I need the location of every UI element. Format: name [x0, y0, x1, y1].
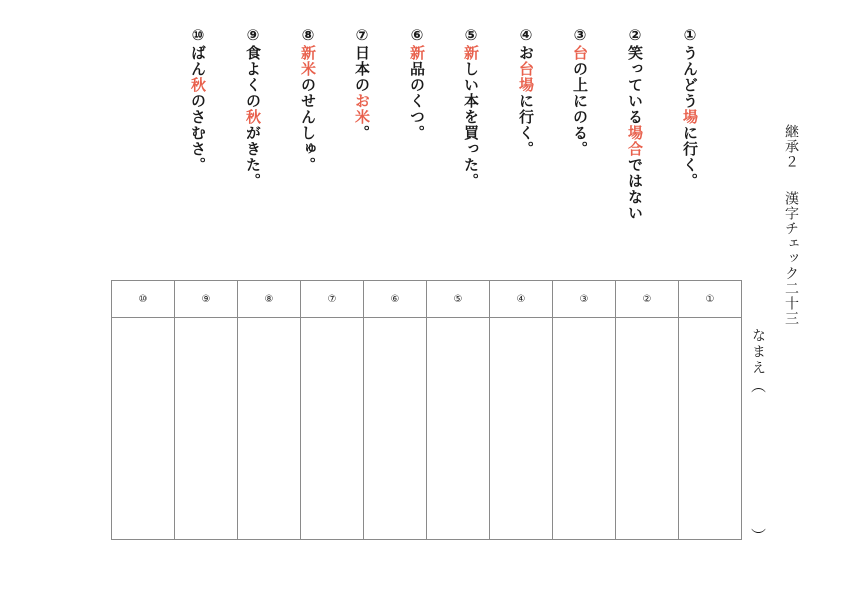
- question-3: ③台の上にのる。: [571, 26, 589, 157]
- answer-box-10[interactable]: [112, 318, 175, 540]
- target-kanji: 場: [681, 109, 699, 125]
- answer-header-9: ⑨: [175, 281, 238, 318]
- question-number: ⑥: [408, 26, 426, 45]
- answer-header-6: ⑥: [364, 281, 427, 318]
- question-number: ①: [681, 26, 699, 45]
- answer-box-row: [112, 318, 742, 540]
- answer-box-3[interactable]: [553, 318, 616, 540]
- question-7: ⑦日本のお米。: [353, 26, 371, 141]
- target-kanji: 秋: [189, 77, 207, 93]
- question-number: ④: [517, 26, 535, 45]
- answer-box-8[interactable]: [238, 318, 301, 540]
- answer-header-10: ⑩: [112, 281, 175, 318]
- answer-box-5[interactable]: [427, 318, 490, 540]
- answer-box-4[interactable]: [490, 318, 553, 540]
- question-10: ⑩ばん秋のさむさ。: [189, 26, 207, 173]
- question-9: ⑨食よくの秋がきた。: [244, 26, 262, 189]
- answer-box-9[interactable]: [175, 318, 238, 540]
- question-1: ①うんどう場に行く。: [681, 26, 699, 189]
- answer-box-1[interactable]: [679, 318, 742, 540]
- target-kanji: 場合: [626, 125, 644, 157]
- question-5: ⑤新しい本を買った。: [462, 26, 480, 189]
- answer-header-2: ②: [616, 281, 679, 318]
- question-6: ⑥新品のくつ。: [408, 26, 426, 141]
- name-label: なまえ: [750, 328, 766, 376]
- target-kanji: 台場: [517, 61, 535, 93]
- target-kanji: 新米: [299, 45, 317, 77]
- question-number: ⑤: [462, 26, 480, 45]
- answer-header-3: ③: [553, 281, 616, 318]
- answer-box-6[interactable]: [364, 318, 427, 540]
- title-text: 漢字チェック二十三: [783, 191, 799, 326]
- target-kanji: 新: [408, 45, 426, 61]
- answer-header-5: ⑤: [427, 281, 490, 318]
- question-number: ⑧: [299, 26, 317, 45]
- question-number: ③: [571, 26, 589, 45]
- target-kanji: 秋: [244, 109, 262, 125]
- answer-box-2[interactable]: [616, 318, 679, 540]
- answer-header-1: ①: [679, 281, 742, 318]
- question-8: ⑧新米のせんしゅ。: [299, 26, 317, 173]
- question-number: ⑨: [244, 26, 262, 45]
- question-2: ②笑っている場合ではない: [626, 26, 644, 221]
- target-kanji: 台: [571, 45, 589, 61]
- question-number: ⑦: [353, 26, 371, 45]
- answer-header-4: ④: [490, 281, 553, 318]
- answer-header-7: ⑦: [301, 281, 364, 318]
- answer-box-7[interactable]: [301, 318, 364, 540]
- question-4: ④お台場に行く。: [517, 26, 535, 157]
- target-kanji: 新: [462, 45, 480, 61]
- target-kanji: お米: [353, 93, 371, 125]
- answer-header-row: [112, 281, 742, 318]
- level-label: 継承２: [783, 124, 799, 169]
- question-number: ⑩: [189, 26, 207, 45]
- worksheet-title: [783, 124, 799, 326]
- name-close-paren: ︶: [749, 528, 767, 543]
- answer-grid: [111, 280, 742, 540]
- question-number: ②: [626, 26, 644, 45]
- answer-header-8: ⑧: [238, 281, 301, 318]
- name-open-paren: ︵: [749, 378, 767, 393]
